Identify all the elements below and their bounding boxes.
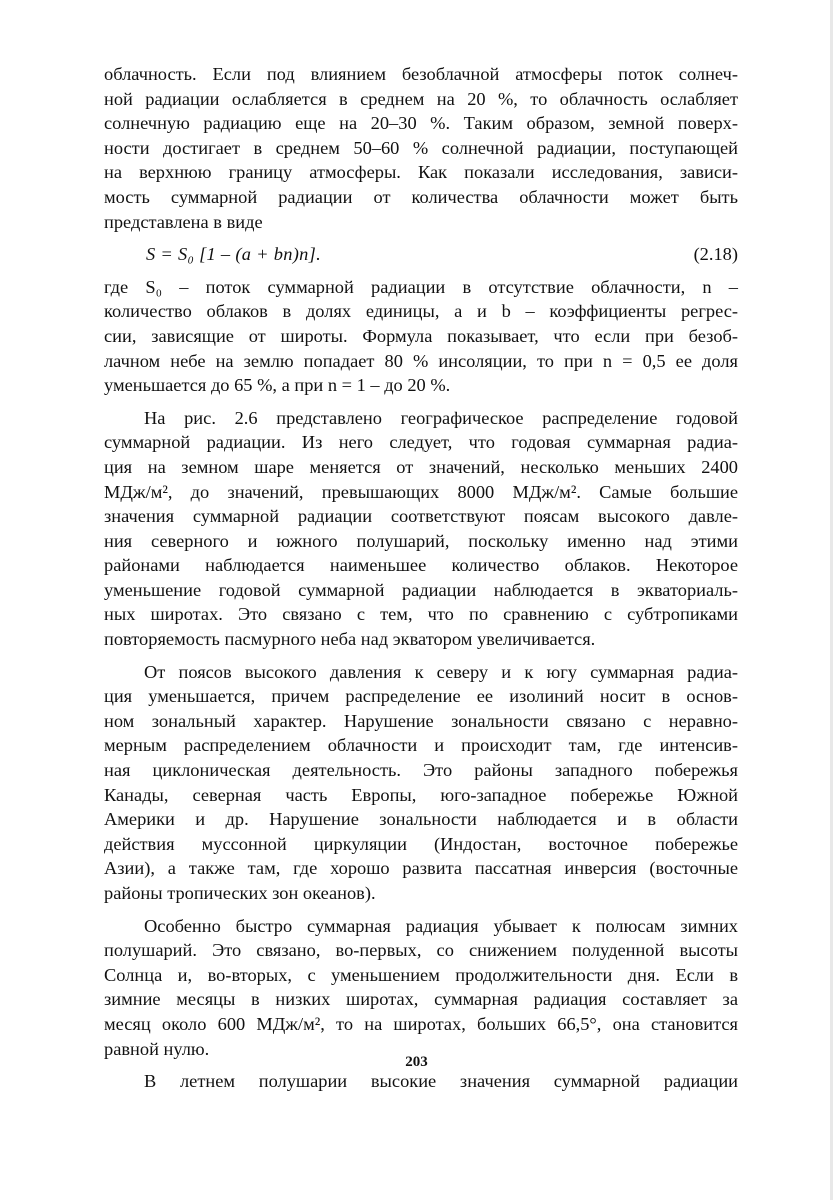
text-line: мость суммарной радиации от количества облачности может быть [104, 186, 738, 207]
text-line: ция на земном шаре меняется от значений, несколько меньших 2400 [104, 456, 738, 477]
text-line: на верхнюю границу атмосферы. Как показали исследования, зависи- [104, 162, 738, 183]
text-line: ная циклоническая деятельность. Это районы западного побережья [104, 760, 738, 781]
text-line: количество облаков в долях единицы, a и b – коэффициенты регрес- [104, 301, 738, 322]
text-line: уменьшается до 65 %, а при n = 1 – до 20 %. [104, 375, 451, 396]
text-line: полушарий. Это связано, во-первых, со снижением полуденной высоты [104, 940, 738, 961]
text-line: ных широтах. Это связано с тем, что по сравнению с субтропиками [104, 604, 738, 625]
text-line: где S₀ – поток суммарной радиации в отсутствие облачности, n – [104, 276, 738, 297]
text-line: представлена в виде [104, 211, 263, 232]
text-line: ной радиации ослабляется в среднем на 20 %, то облачность ослабляет [104, 88, 738, 109]
paragraph-2 [104, 275, 738, 398]
text-line: мерным распределением облачности и происходит там, где интенсив- [104, 735, 738, 756]
text-line: равной нулю. [104, 1038, 210, 1059]
text-line: ности достигает в среднем 50–60 % солнечной радиации, поступающей [104, 137, 738, 158]
text-line: Солнца и, во-вторых, с уменьшением продолжительности дня. Если в [104, 964, 738, 985]
text-line: повторяемость пасмурного неба над экватором увеличивается. [104, 629, 596, 650]
text-line: действия муссонной циркуляции (Индостан, восточное побережье [104, 833, 738, 854]
text-line: Америки и др. Нарушение зональности наблюдается и в области [104, 809, 738, 830]
text-line: лачном небе на землю попадает 80 % инсоляции, то при n = 0,5 ее доля [104, 350, 738, 371]
text-line: зимние месяцы в низких широтах, суммарная радиация составляет за [104, 989, 738, 1010]
text-line: уменьшение годовой суммарной радиации наблюдается в экваториаль- [104, 579, 738, 600]
text-line: МДж/м², до значений, превышающих 8000 МДж/м². Самые большие [104, 481, 738, 502]
text-line: На рис. 2.6 представлено географическое распределение годовой [144, 407, 738, 428]
text-line: суммарной радиации. Из него следует, что годовая суммарная радиа- [104, 432, 738, 453]
text-line: От поясов высокого давления к северу и к югу суммарная радиа- [144, 661, 738, 682]
text-line: ном зональный характер. Нарушение зональности связано с неравно- [104, 710, 738, 731]
text-line: значения суммарной радиации соответствуют поясам высокого давле- [104, 506, 738, 527]
text-line: солнечную радиацию еще на 20–30 %. Таким образом, земной поверх- [104, 113, 738, 134]
body-text [104, 62, 738, 1094]
paragraph-6 [104, 1069, 738, 1094]
page-number: 203 [405, 1054, 428, 1070]
paragraph-5 [104, 914, 738, 1062]
text-line: облачность. Если под влиянием безоблачной атмосферы поток солнеч- [104, 64, 738, 84]
text-line: В летнем полушарии высокие значения суммарной радиации [144, 1071, 738, 1092]
paragraph-4 [104, 660, 738, 906]
equation: S = S₀ [1 – (a + bn)n]. [146, 244, 322, 265]
paragraph-3 [104, 406, 738, 652]
text-line: Азии), а также там, где хорошо развита пассатная инверсия (восточные [104, 858, 738, 879]
text-line: ния северного и южного полушарий, поскольку именно над этими [104, 530, 738, 551]
text-line: Канады, северная часть Европы, юго-западное побережье Южной [104, 784, 738, 805]
paragraph-1 [104, 62, 738, 234]
text-line: Особенно быстро суммарная радиация убывает к полюсам зимних [144, 915, 738, 936]
text-line: сии, зависящие от широты. Формула показывает, что если при безоб- [104, 325, 738, 346]
text-line: районами наблюдается наименьшее количество облаков. Некоторое [104, 555, 738, 576]
text-line: месяц около 600 МДж/м², то на широтах, больших 66,5°, она становится [104, 1013, 738, 1034]
equation-number: (2.18) [693, 244, 738, 265]
equation-row [104, 242, 738, 267]
text-line: ция уменьшается, причем распределение ее изолиний носит в основ- [104, 686, 738, 707]
text-line: районы тропических зон океанов). [104, 883, 376, 903]
